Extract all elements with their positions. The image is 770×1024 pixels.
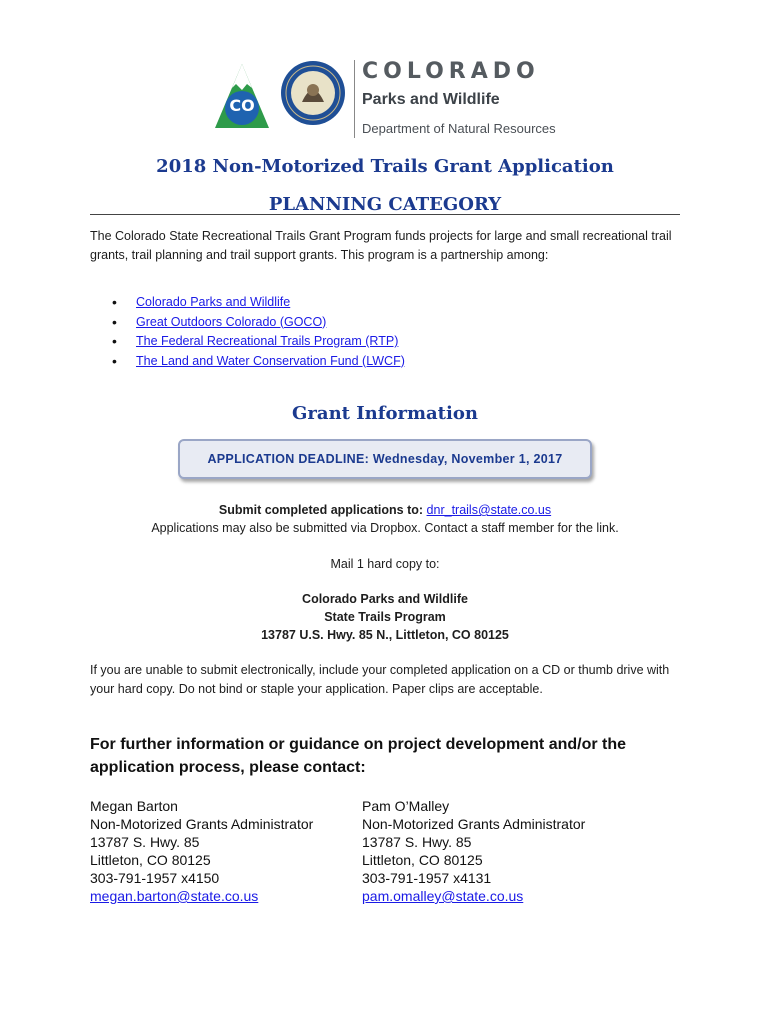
org-department: Department of Natural Resources [362, 121, 556, 136]
wildlife-seal-icon [280, 60, 346, 126]
org-division: Parks and Wildlife [362, 91, 500, 108]
contact-email-link[interactable]: pam.omalley@state.co.us [362, 888, 524, 904]
contact-phone: 303-791-1957 x4131 [362, 870, 492, 886]
partner-link-goco[interactable]: Great Outdoors Colorado (GOCO) [136, 314, 327, 329]
electronic-note: If you are unable to submit electronically, include your completed application on a CD or thumb drive with your hard copy. Do not bind or staple your application. Paper clips are acceptable. [90, 663, 670, 696]
list-item [112, 332, 405, 352]
intro-paragraph: The Colorado State Recreational Trails Grant Program funds projects for large and small recreational trail grants, trail planning and trail support grants. This program is a partnership among: [90, 229, 672, 262]
contact-name: Pam O’Malley [362, 798, 450, 814]
mail-address-line1: Colorado Parks and Wildlife [302, 592, 468, 606]
list-item [112, 313, 405, 333]
submit-email-link[interactable]: dnr_trails@state.co.us [426, 503, 552, 517]
org-name: COLORADO [362, 59, 540, 84]
contact-title: Non-Motorized Grants Administrator [362, 816, 586, 832]
contact-email-link[interactable]: megan.barton@state.co.us [90, 888, 259, 904]
contact-card [362, 797, 632, 905]
submit-label: Submit completed applications to: [218, 503, 424, 517]
contact-street: 13787 S. Hwy. 85 [362, 834, 472, 850]
list-item [112, 352, 405, 372]
contact-card [90, 797, 360, 905]
co-logo-text: CO [229, 96, 255, 115]
list-item [112, 293, 405, 313]
document-title: 2018 Non-Motorized Trails Grant Application [156, 156, 614, 177]
contact-city: Littleton, CO 80125 [90, 852, 211, 868]
partner-link-rtp[interactable]: The Federal Recreational Trails Program (RTP) [136, 334, 399, 348]
partner-link-cpw[interactable]: Colorado Parks and Wildlife [136, 295, 291, 309]
mail-label: Mail 1 hard copy to: [330, 557, 440, 571]
partner-list [112, 293, 405, 371]
deadline-text: APPLICATION DEADLINE: Wednesday, November 1, 2017 [207, 452, 563, 466]
dropbox-note: Applications may also be submitted via Dropbox. Contact a staff member for the link. [151, 521, 619, 535]
contact-city: Littleton, CO 80125 [362, 852, 483, 868]
contact-name: Megan Barton [90, 798, 178, 814]
contact-phone: 303-791-1957 x4150 [90, 870, 220, 886]
further-info-heading: For further information or guidance on project development and/or the application process, please contact: [90, 736, 627, 776]
grant-info-heading: Grant Information [292, 403, 478, 424]
mail-address-line3: 13787 U.S. Hwy. 85 N., Littleton, CO 80125 [261, 628, 509, 642]
submit-line [0, 501, 770, 519]
category-heading: PLANNING CATEGORY [268, 194, 502, 215]
partner-link-lwcf[interactable]: The Land and Water Conservation Fund (LWCF) [136, 353, 405, 368]
mail-address-line2: State Trails Program [324, 610, 446, 624]
contact-title: Non-Motorized Grants Administrator [90, 816, 314, 832]
deadline-banner [178, 439, 592, 479]
heading-rule [90, 214, 680, 215]
contact-street: 13787 S. Hwy. 85 [90, 834, 200, 850]
logo-divider [354, 60, 355, 138]
